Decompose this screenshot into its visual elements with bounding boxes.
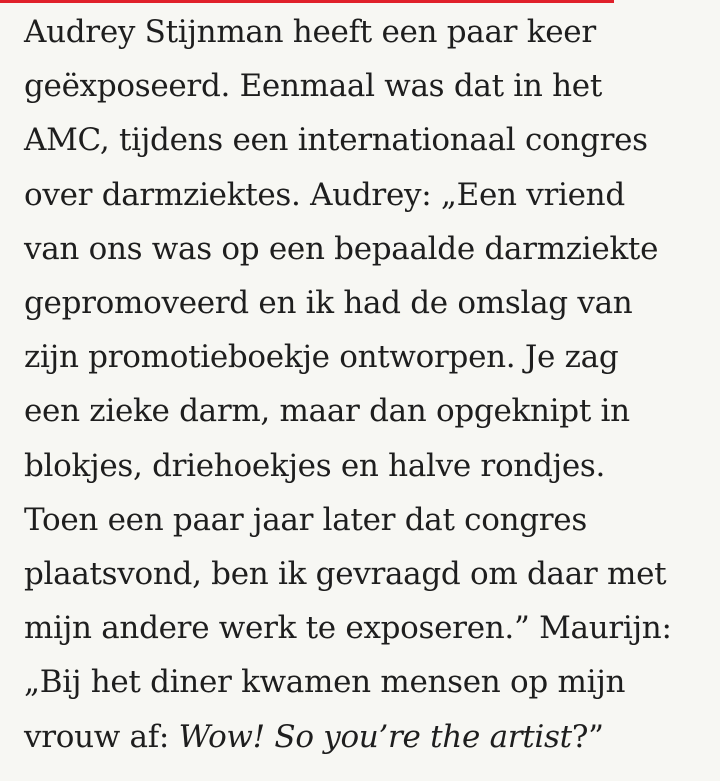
article-line: gepromoveerd en ik had de omslag van bbox=[24, 285, 633, 322]
article-line: zijn promotieboekje ontworpen. Je zag bbox=[24, 339, 619, 376]
article-line: plaatsvond, ben ik gevraagd om daar met bbox=[24, 556, 667, 593]
article-line: blokjes, driehoekjes en halve rondjes. bbox=[24, 447, 606, 484]
article-line: over darmziektes. Audrey: „Een vriend bbox=[24, 176, 625, 213]
last-line-suffix: ?” bbox=[571, 718, 604, 755]
article-line: een zieke darm, maar dan opgeknipt in bbox=[24, 393, 630, 430]
article-line-last bbox=[24, 710, 714, 764]
quote-italic: Wow! So you’re the artist bbox=[178, 718, 572, 755]
article-line: mijn andere werk te exposeren.” Maurijn: bbox=[24, 610, 672, 647]
last-line-prefix: vrouw af: bbox=[24, 718, 179, 755]
article-line: Audrey Stijnman heeft een paar keer bbox=[24, 14, 596, 50]
article-line: Toen een paar jaar later dat congres bbox=[24, 501, 587, 538]
article-body bbox=[24, 5, 714, 764]
article-line: „Bij het diner kwamen mensen op mijn bbox=[24, 664, 626, 701]
article-line: geëxposeerd. Eenmaal was dat in het bbox=[24, 68, 602, 105]
accent-bar bbox=[0, 0, 614, 3]
article-line: van ons was op een bepaalde darmziekte bbox=[24, 230, 659, 267]
article-line: AMC, tijdens een internationaal congres bbox=[24, 122, 648, 159]
